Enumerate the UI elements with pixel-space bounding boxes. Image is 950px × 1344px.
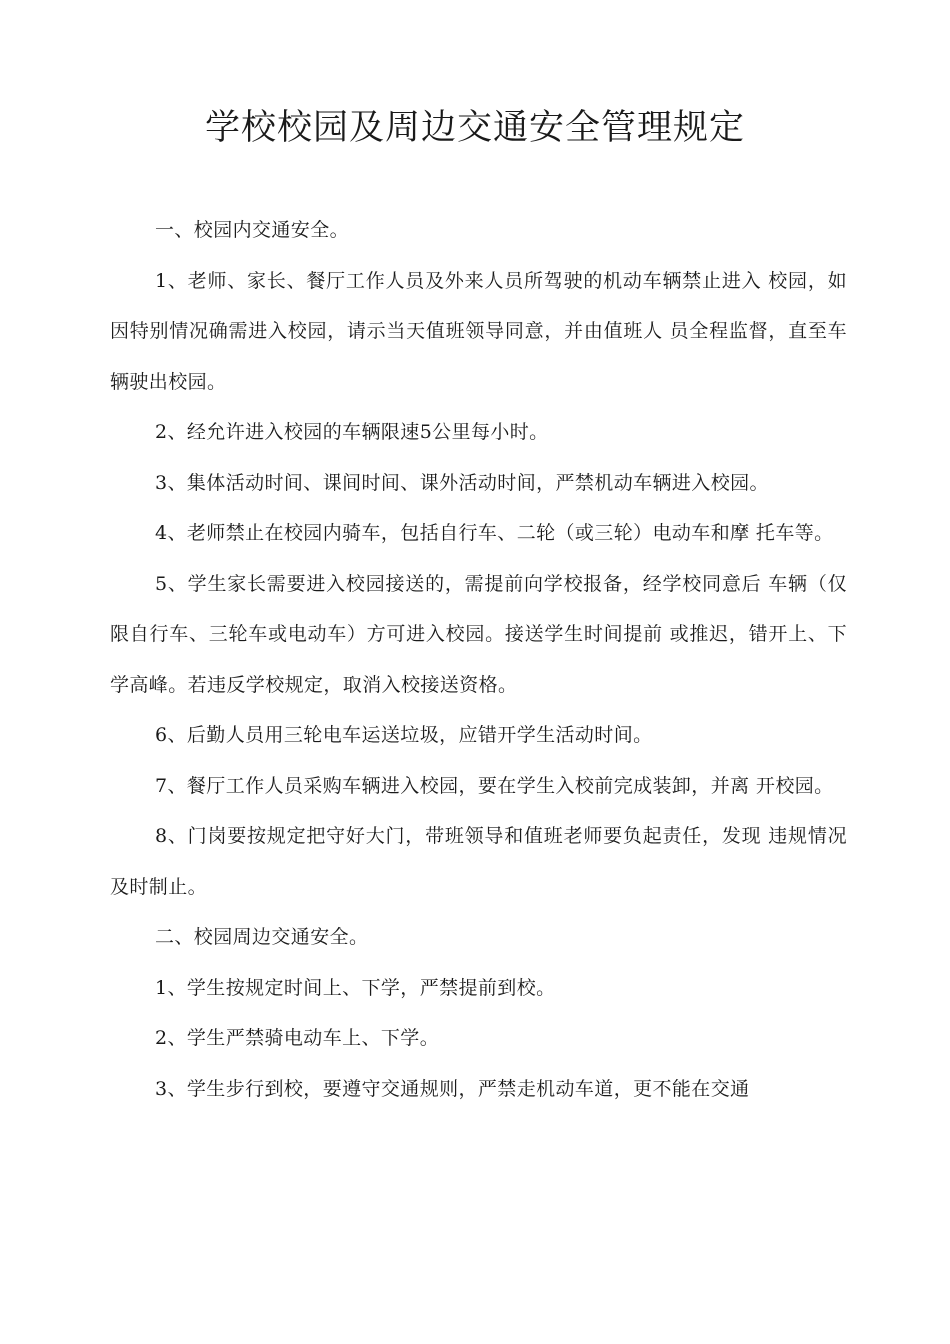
paragraph-item: 6、后勤人员用三轮电车运送垃圾，应错开学生活动时间。 bbox=[155, 724, 653, 746]
section-heading-campus: 一、校园内交通安全。 bbox=[155, 219, 350, 241]
section-heading-surroundings: 二、校园周边交通安全。 bbox=[155, 926, 369, 948]
document-body bbox=[110, 205, 847, 1114]
paragraph-item: 2、经允许进入校园的车辆限速5公里每小时。 bbox=[155, 421, 549, 443]
paragraph-item: 3、学生步行到校，要遵守交通规则，严禁走机动车道，更不能在交通 bbox=[155, 1077, 750, 1100]
paragraph-item: 4、老师禁止在校园内骑车，包括自行车、二轮（或三轮）电动车和摩 托车等。 bbox=[155, 522, 834, 544]
paragraph-item: 7、餐厅工作人员采购车辆进入校园，要在学生入校前完成装卸，并离 开校园。 bbox=[155, 774, 834, 797]
paragraph-item: 2、学生严禁骑电动车上、下学。 bbox=[155, 1027, 440, 1049]
paragraph-item: 8、门岗要按规定把守好大门，带班领导和值班老师要负起责任，发现 违规情况及时制止。 bbox=[110, 825, 847, 898]
document-title: 学校校园及周边交通安全管理规定 bbox=[204, 108, 745, 148]
paragraph-item: 5、学生家长需要进入校园接送的，需提前向学校报备，经学校同意后 车辆（仅限自行车、三轮车或电动车）方可进入校园。接送学生时间提前 或推迟，错开上、下学高峰。若违反学校规定，取消入校接送资格。 bbox=[110, 572, 847, 696]
paragraph-item: 1、学生按规定时间上、下学，严禁提前到校。 bbox=[155, 976, 556, 999]
paragraph-item: 3、集体活动时间、课间时间、课外活动时间，严禁机动车辆进入校园。 bbox=[155, 471, 769, 494]
paragraph-item: 1、老师、家长、餐厅工作人员及外来人员所驾驶的机动车辆禁止进入 校园，如因特别情况确需进入校园，请示当天值班领导同意，并由值班人 员全程监督，直至车辆驶出校园。 bbox=[110, 269, 847, 393]
